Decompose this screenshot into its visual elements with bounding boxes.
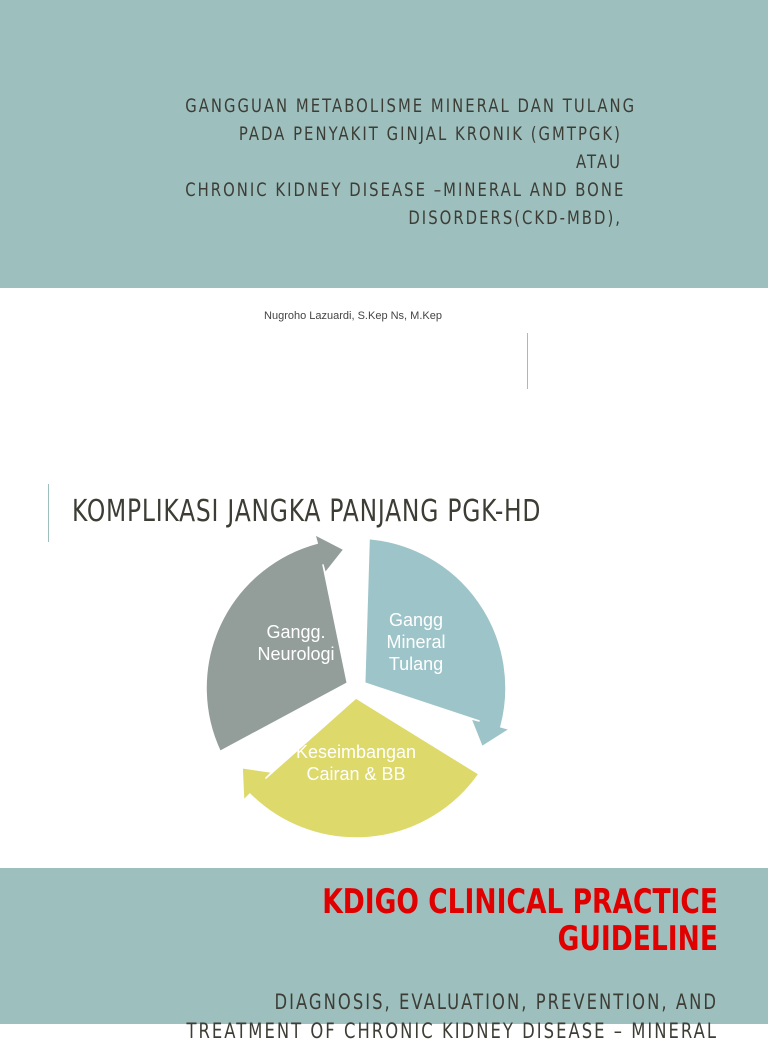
author-name: Nugroho Lazuardi, S.Kep Ns, M.Kep bbox=[264, 310, 442, 322]
slide-complications bbox=[0, 432, 768, 868]
svg-text:GanggMineralTulang bbox=[386, 610, 445, 674]
cycle-diagram bbox=[0, 432, 768, 868]
cycle-label-line: Tulang bbox=[388, 654, 444, 674]
slide-title bbox=[0, 0, 768, 432]
kdigo-title-line: GUIDELINE bbox=[557, 919, 718, 959]
kdigo-subtitle-line: TREATMENT OF CHRONIC KIDNEY DISEASE – MINERAL bbox=[186, 1019, 719, 1043]
divider-line bbox=[527, 333, 528, 389]
title-line: ATAU bbox=[576, 151, 622, 173]
slide-heading: KOMPLIKASI JANGKA PANJANG PGK-HD bbox=[72, 494, 542, 529]
title-line: DISORDERS(CKD-MBD), bbox=[408, 207, 622, 229]
kdigo-subtitle-line: DIAGNOSIS, EVALUATION, PREVENTION, AND bbox=[274, 990, 718, 1014]
cycle-label-line: Keseimbangan bbox=[295, 742, 417, 762]
cycle-label-line: Cairan & BB bbox=[306, 764, 406, 784]
kdigo-title-line: KDIGO CLINICAL PRACTICE bbox=[322, 882, 718, 922]
cycle-label-line: Gangg bbox=[388, 610, 444, 630]
kdigo-subtitle bbox=[156, 988, 718, 1046]
cycle-segment-neurologi bbox=[206, 534, 347, 751]
cycle-label-line: Mineral bbox=[386, 632, 446, 652]
title-line: GANGGUAN METABOLISME MINERAL DAN TULANG bbox=[185, 95, 637, 117]
kdigo-title bbox=[219, 884, 718, 958]
presentation-title bbox=[185, 92, 637, 232]
cycle-segment-mineral-tulang bbox=[365, 539, 510, 747]
title-line: CHRONIC KIDNEY DISEASE –MINERAL AND BONE bbox=[185, 179, 626, 201]
title-line: PADA PENYAKIT GINJAL KRONIK (GMTPGK) bbox=[238, 123, 622, 145]
cycle-label-line: Neurologi bbox=[257, 644, 335, 664]
cycle-label-line: Gangg. bbox=[266, 622, 326, 642]
slide-kdigo bbox=[0, 868, 768, 1043]
